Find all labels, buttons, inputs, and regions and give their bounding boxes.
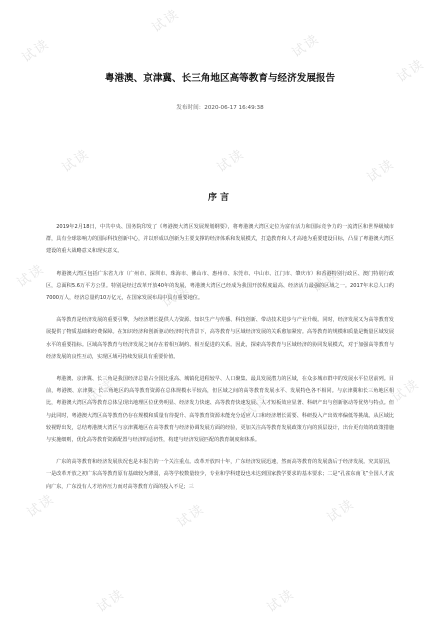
watermark: 试读 — [309, 266, 343, 296]
paragraph: 高等教育是经济发展的重要引擎，为经济增长提供人力资源、知识生产与传播、科技创新、带动技术进步与产业升级。同时，经济发展又为高等教育发展提供了物质基础和经费保障。在知识经济和创新驱动经济时代背景下，高等教育与区域经济发展的关系愈加紧密。高等教育的规模和质量是衡量区域发展水平的重要指标。区域高等教育与经济发展之间存在着相互制约、相互促进的关系。因此，探索高等教育与区域经济的协同发展模式，对于加强高等教育与经济发展的良性互动，实现区域可持续发展具有重要价值。 — [46, 317, 394, 360]
watermark: 试读 — [84, 376, 118, 406]
watermark: 试读 — [289, 31, 323, 61]
watermark: 试读 — [239, 391, 273, 421]
watermark: 试读 — [214, 146, 248, 176]
section-heading: 序言 — [207, 193, 232, 203]
paragraph: 2019年2月18日，中共中央、国务院印发了《粤港澳大湾区发展规划纲要》，将粤港澳大湾区定位为富有活力和国际竞争力的一流湾区和世界级城市群，具有全球影响力的国际科技创新中心，并以形成以创新为主要支撑的经济体系和发展模式，打造教育和人才高地为重要建设目标，凸显了粤港澳大湾区建设的重大战略意义和现实意义。 — [46, 224, 394, 255]
paragraph: 广东的高等教育和经济发展状况也是本报告的一个关注重点。改革开放四十年，广东经济发展迅速，然而高等教育的发展落后于经济发展。究其原因，一是改革开放之初广东高等教育原有基础较为薄弱，高等学校数量较少，专业和学科建设也未达到国家教学要求的基本要求；二是“孔雀东南飞”全国人才流向广东，广东没有人才培养压力而对高等教育方面的投入不足；三 — [46, 459, 394, 490]
watermark: 试读 — [149, 6, 183, 36]
watermark: 试读 — [24, 491, 58, 521]
watermark: 试读 — [174, 501, 208, 531]
document-title: 粤港澳、京津冀、长三角地区高等教育与经济发展报告 — [104, 73, 336, 84]
watermark: 试读 — [364, 156, 398, 186]
watermark: 试读 — [159, 281, 193, 311]
watermark: 试读 — [389, 376, 423, 406]
watermark: 试读 — [19, 36, 53, 66]
watermark: 试读 — [264, 586, 298, 616]
watermark: 试读 — [324, 496, 358, 526]
watermark: 试读 — [14, 261, 48, 291]
watermark: 试读 — [94, 586, 128, 616]
document-body — [46, 221, 394, 503]
watermark: 试读 — [59, 146, 93, 176]
paragraph: 粤港澳大湾区包括广东省九市（广州市、深圳市、珠海市、佛山市、惠州市、东莞市、中山市、江门市、肇庆市）和香港特别行政区、澳门特别行政区，总面积5.6万平方公里。特别是经过改革开放40年的发展，粤港澳大湾区已经成为我国开放程度最高、经济活力最强的区域之一。2017年末总人口约7000万人，经济总量约10万亿元，在国家发展布局中具有重要地位。 — [46, 270, 394, 302]
watermark: 试读 — [394, 56, 428, 86]
paragraph: 粤港澳、京津冀、长三角是我国经济总量占全国比重高、城镇化进程较早、人口聚集、最具发展潜力的区域，在众多城市群中的发展水平位居前列。目前，粤港澳、京津冀、长三角地区的高等教育资源在总体规模水平较高，但区域之间的高等教育发展水平、发展特色各不相同。与京津冀和长三角地区相比，粤港澳大湾区高等教育总体呈现出地理区位优势明显、经济发力快速、高等教育快速发展、人才短板效应显著、科研产出与创新驱动等优势与特点。但与此同时，粤港澳大湾区高等教育仍存在规模和质量有待提升、高等教育资源未能充分适应人口和经济增长需要、科研投入产出效率偏低等挑战。从区域比较视野出发，总结粤港澳大湾区与京津冀地区在高等教育与经济协调发展方面的经验，更加关注高等教育发展政策方向的顶层设计，出台更有效的政策措施与实施细则，优化高等教育资源配置与经济的适切性，构建与经济发展匹配的教育制度和体系。 — [46, 376, 394, 444]
publish-date: 发布时间：2020-06-17 16:49:38 — [176, 105, 264, 111]
